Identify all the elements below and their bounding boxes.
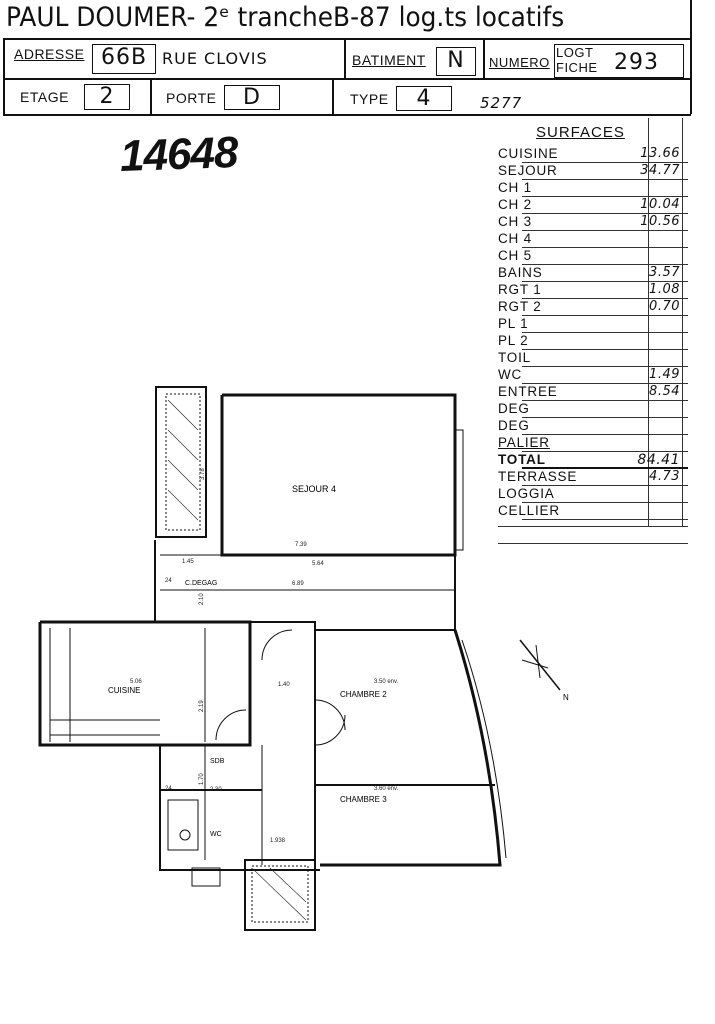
logt-label: LOGT [556,45,594,60]
surface-name: DEG [498,401,530,416]
surface-name: CELLIER [498,503,560,518]
surface-value: 8.54 [649,384,680,399]
surface-value: 10.04 [640,197,680,212]
surface-value: 4.73 [649,469,680,484]
cuisine-walls [40,622,250,745]
batiment-label: BATIMENT [352,52,426,68]
numero-value: 293 [614,50,659,75]
porte-label: PORTE [166,90,217,106]
batiment-value: N [447,48,465,73]
type-extra: 5277 [480,94,523,112]
sejour-label: SEJOUR 4 [292,484,337,494]
surface-value: 10.56 [640,214,680,229]
etage-value: 2 [99,84,115,109]
fiche-label: FICHE [556,60,598,75]
sejour-walls [222,395,455,555]
adresse-label: ADRESSE [14,46,85,62]
dimension: 1.45 [182,559,194,565]
surface-name: PL 1 [498,316,529,331]
surface-name: TOIL [498,350,531,365]
surface-name: PALIER [498,435,550,450]
surface-name: RGT 2 [498,299,542,314]
dimension: 3.60 env. [374,786,399,792]
dimension: 24 [165,786,172,792]
dimension: 1.70 [199,773,205,785]
surface-name: SEJOUR [498,163,558,178]
surface-name: BAINS [498,265,543,280]
surfaces-title: SURFACES [536,124,625,141]
dimension: 1.938 [270,838,286,844]
page-title: PAUL DOUMER- 2ᵉ trancheB-87 log.ts locatifs [6,2,565,33]
adresse-rue: RUE CLOVIS [162,49,268,68]
stamp-number: 14648 [119,127,239,182]
type-value: 4 [416,86,432,111]
surface-name: RGT 1 [498,282,542,297]
surface-value: 84.41 [637,452,680,468]
surface-name: CH 2 [498,197,532,212]
dimension: 3.78 [200,468,206,480]
adresse-num: 66B [100,45,148,70]
dimension: 2.30 [210,787,222,793]
surface-name: ENTREE [498,384,558,399]
surface-name: CH 5 [498,248,532,263]
dimension: 1.40 [278,682,290,688]
etage-label: ETAGE [20,89,69,105]
chambre3-label: CHAMBRE 3 [340,795,387,804]
surface-name: LOGGIA [498,486,555,501]
dimension: 24 [165,578,172,584]
balcony-top [156,387,206,537]
surface-value: 1.08 [649,282,680,297]
dimension: 6.89 [292,581,304,587]
balcony-hatch [166,394,200,530]
degagement-label: C.DEGAG [185,580,218,587]
surface-name: CH 1 [498,180,532,195]
dimension: 5.64 [312,561,324,567]
dimension: 3.50 env. [374,679,399,685]
surface-name: CH 4 [498,231,532,246]
surface-value: 3.57 [649,265,680,280]
numero-label: NUMERO [489,55,550,70]
north-label: N [563,693,569,702]
dimension: 2.10 [199,593,205,605]
surface-value: 34.77 [640,163,680,178]
surface-name: CUISINE [498,146,559,161]
north-arrow [520,640,560,690]
porte-value: D [243,85,261,110]
sdb-label: SDB [210,758,225,765]
surface-value: 1.49 [649,367,680,382]
surface-name: DEG [498,418,530,433]
type-label: TYPE [350,91,389,107]
surface-value: 13.66 [640,146,680,161]
dimension: 2.19 [199,700,205,712]
surface-value: 0.70 [649,299,680,314]
surface-name: WC [498,367,523,382]
dimension: 5.06 [130,679,142,685]
cuisine-label: CUISINE [108,686,141,695]
surface-name: TERRASSE [498,469,578,484]
chambre2-label: CHAMBRE 2 [340,690,387,699]
surface-name: TOTAL [498,452,546,467]
dimension: 7.39 [295,542,307,548]
surface-name: CH 3 [498,214,532,229]
surface-name: PL 2 [498,333,529,348]
chambers-outer-wall [320,630,500,865]
wc-label: WC [210,831,222,838]
